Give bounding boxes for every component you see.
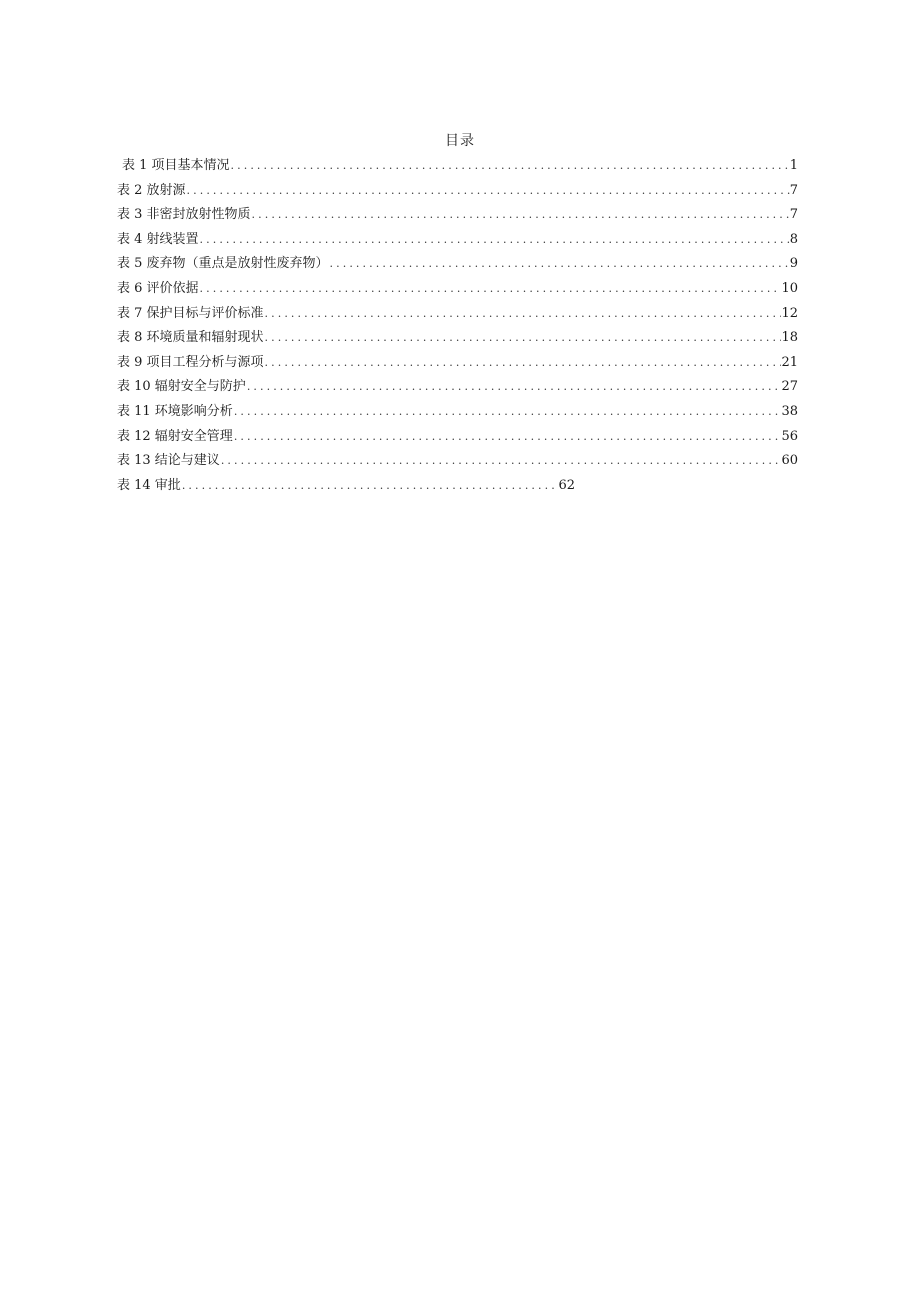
toc-dot-leader — [264, 353, 782, 373]
toc-entry-page: 9 — [789, 256, 798, 272]
toc-entry-label: 表 7 保护目标与评价标准 — [117, 305, 264, 321]
toc-entry-page: 60 — [781, 453, 798, 469]
toc-dot-leader — [220, 451, 782, 471]
toc-entry-page: 7 — [789, 207, 798, 223]
toc-entry-label: 表 5 废弃物（重点是放射性废弃物） — [117, 256, 329, 272]
toc-entry-label: 表 8 环境质量和辐射现状 — [117, 330, 264, 346]
toc-entry-page: 56 — [781, 428, 798, 444]
toc-entry-page: 18 — [781, 330, 798, 346]
toc-entry-page: 21 — [781, 354, 798, 370]
toc-dot-leader — [199, 230, 790, 250]
toc-entry-label: 表 11 环境影响分析 — [117, 403, 233, 419]
toc-entry-page: 10 — [781, 280, 798, 296]
toc-entry-label: 表 12 辐射安全管理 — [117, 428, 233, 444]
toc-entry[interactable] — [117, 254, 798, 279]
toc-entry[interactable] — [117, 377, 798, 402]
toc-entry-label: 表 1 项目基本情况 — [122, 158, 230, 173]
toc-entry-label: 表 14 审批 — [117, 477, 181, 493]
toc-entry[interactable] — [117, 156, 798, 181]
toc-entry-page: 38 — [781, 403, 798, 419]
toc-dot-leader — [233, 402, 782, 422]
toc-entry[interactable] — [117, 353, 798, 378]
toc-dot-leader — [251, 205, 790, 225]
toc-entry[interactable] — [117, 476, 575, 501]
table-of-contents — [117, 156, 798, 500]
toc-dot-leader — [264, 328, 782, 348]
toc-title: 目录 — [445, 133, 475, 149]
toc-entry-label: 表 4 射线装置 — [117, 231, 199, 247]
toc-entry-label: 表 3 非密封放射性物质 — [117, 207, 251, 223]
toc-entry[interactable] — [117, 427, 798, 452]
toc-dot-leader — [186, 181, 790, 201]
toc-entry-page: 27 — [781, 379, 798, 395]
toc-dot-leader — [181, 476, 559, 496]
toc-dot-leader — [233, 427, 782, 447]
toc-entry-page: 7 — [789, 182, 798, 198]
toc-entry-label: 表 2 放射源 — [117, 182, 186, 198]
toc-entry-page: 1 — [789, 158, 798, 173]
toc-entry-label: 表 10 辐射安全与防护 — [117, 379, 246, 395]
toc-entry[interactable] — [117, 181, 798, 206]
toc-dot-leader — [264, 304, 782, 324]
toc-entry-label: 表 13 结论与建议 — [117, 453, 220, 469]
toc-dot-leader — [246, 377, 782, 397]
toc-entry[interactable] — [117, 279, 798, 304]
toc-entry-label: 表 9 项目工程分析与源项 — [117, 354, 264, 370]
toc-entry[interactable] — [117, 402, 798, 427]
toc-dot-leader — [230, 156, 790, 176]
toc-entry[interactable] — [117, 205, 798, 230]
toc-entry-label: 表 6 评价依据 — [117, 280, 199, 296]
toc-entry[interactable] — [117, 328, 798, 353]
toc-entry[interactable] — [117, 304, 798, 329]
toc-entry-page: 8 — [789, 231, 798, 247]
toc-dot-leader — [329, 254, 790, 274]
toc-dot-leader — [199, 279, 782, 299]
toc-entry-page: 12 — [781, 305, 798, 321]
toc-entry-page: 62 — [558, 477, 575, 493]
toc-entry[interactable] — [117, 451, 798, 476]
toc-entry[interactable] — [117, 230, 798, 255]
